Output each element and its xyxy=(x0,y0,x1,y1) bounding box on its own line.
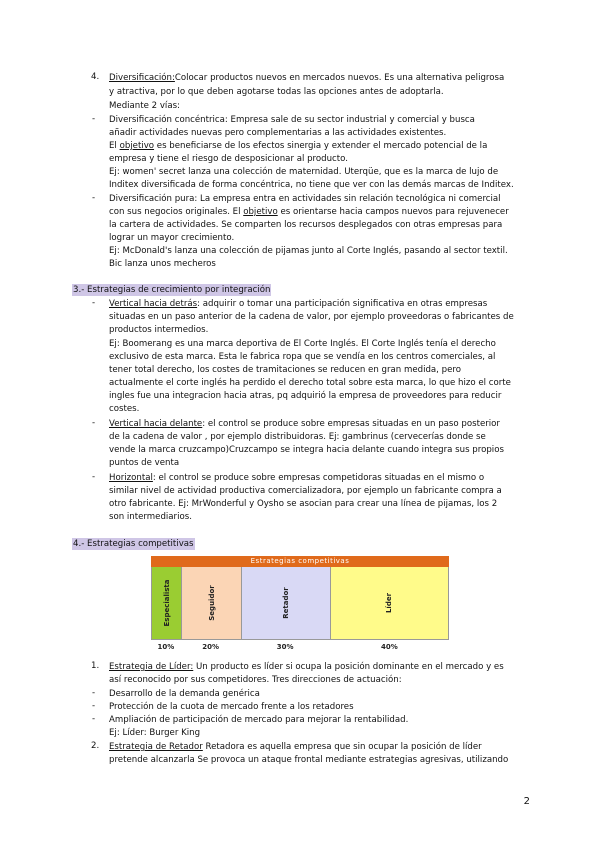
concentrica-line-3: El objetivo es beneficiarse de los efectos sinergia y extender el mercado potencial de la xyxy=(109,141,488,151)
retador-line-1: Estrategia de Retador Retadora es aquella empresa que sin ocupar la posición de líder xyxy=(109,742,482,752)
bullet-dash: - xyxy=(92,472,96,482)
chart-title: Estrategias competitivas xyxy=(151,556,449,567)
lider-title: Estrategia de Líder: xyxy=(109,662,194,672)
lider-bullet: Desarrollo de la demanda genérica xyxy=(109,689,260,699)
chart-category-label: Seguidor xyxy=(207,585,216,621)
delante-line-4: puntos de venta xyxy=(109,458,180,468)
lider-example: Ej: Líder: Burger King xyxy=(109,728,201,738)
delante-line-1: Vertical hacia delante: el control se produce sobre empresas situadas en un paso posterior xyxy=(109,419,500,429)
chart-value-labels xyxy=(151,643,449,651)
chart-segment-especialista xyxy=(152,567,182,639)
bullet-dash: - xyxy=(92,418,96,428)
bullet-dash: - xyxy=(92,714,96,724)
chart-value-label: 40% xyxy=(380,643,398,651)
pura-line-5: Ej: McDonald's lanza una colección de pijamas junto al Corte Inglés, pasando al sector textil. xyxy=(109,246,508,256)
horizontal-line-1: Horizontal: el control se produce sobre empresas competidoras situadas en el mismo o xyxy=(109,473,485,483)
chart-segment-líder xyxy=(331,567,448,639)
concentrica-line-4: empresa y tiene el riesgo de desposicionar al producto. xyxy=(109,154,348,164)
chart-category-label: Especialista xyxy=(162,579,171,627)
section-heading-4: 4.- Estrategias competitivas xyxy=(73,539,194,549)
pura-line-6: Bic lanza unos mecheros xyxy=(109,259,216,269)
pura-line-1: Diversificación pura: La empresa entra en actividades sin relación tecnológica ni comercial xyxy=(109,194,501,204)
horizontal-line-2: similar nivel de actividad productiva comercializadora, por ejemplo un fabricante compra a xyxy=(109,486,502,496)
competitive-strategies-chart xyxy=(151,556,449,651)
concentrica-line-5: Ej: women' secret lanza una colección de maternidad. Uterqüe, que es la marca de lujo de xyxy=(109,167,499,177)
page-number: 2 xyxy=(523,796,530,807)
horizontal-line-3: otro fabricante. Ej: MrWonderful y Oysho se asocian para crear una línea de pijamas, los 2 xyxy=(109,499,498,509)
chart-value-label: 30% xyxy=(276,643,294,651)
pura-line-3: la cartera de actividades. Se comparten los recursos desplegados con otras empresas para xyxy=(109,220,503,230)
bullet-dash: - xyxy=(92,114,96,124)
concentrica-line-6: Inditex diversificada de forma concéntrica, no tiene que ver con las demás marcas de Inditex. xyxy=(109,180,514,190)
retador-title: Estrategia de Retador xyxy=(109,742,203,752)
pura-line-4: lograr un mayor crecimiento. xyxy=(109,233,235,243)
bullet-dash: - xyxy=(92,193,96,203)
retador-line-2: pretende alcanzarla Se provoca un ataque frontal mediante estrategias agresivas, utilizando xyxy=(109,755,509,765)
lider-line-2: así reconocido por sus competidores. Tres direcciones de actuación: xyxy=(109,675,402,685)
chart-value-label: 20% xyxy=(202,643,219,651)
atras-line-8: ingles fue una integracion hacia atras, pq adquirió la empresa de proveedores para reducir xyxy=(109,391,502,401)
atras-line-6: tener total derecho, los costes de tramitaciones se reducen en gran medida, pero xyxy=(109,365,461,375)
list-number: 4. xyxy=(91,72,100,82)
chart-segments xyxy=(151,567,449,640)
diversificacion-line-3: Mediante 2 vías: xyxy=(109,101,180,111)
atras-line-4: Ej: Boomerang es una marca deportiva de El Corte Inglés. El Corte Inglés tenía el derecho xyxy=(109,339,496,349)
lider-line-1: Estrategia de Líder: Un producto es líder si ocupa la posición dominante en el mercado y es xyxy=(109,662,504,672)
diversificacion-title: Diversificación: xyxy=(109,73,175,83)
chart-segment-retador xyxy=(242,567,331,639)
delante-line-2: de la cadena de valor , por ejemplo distribuidoras. Ej: gambrinus (cervecerías donde se xyxy=(109,432,486,442)
atras-line-5: exclusivo de esta marca. Esta le fabrica ropa que se vendía en los centros comerciales, al xyxy=(109,352,496,362)
delante-line-3: vende la marca cruzcampo)Cruzcampo se integra hacia delante cuando integra sus propios xyxy=(109,445,504,455)
concentrica-line-1: Diversificación concéntrica: Empresa sale de su sector industrial y comercial y busca xyxy=(109,115,475,125)
atras-line-2: situadas en un paso anterior de la cadena de valor, por ejemplo proveedoras o fabricantes de xyxy=(109,312,514,322)
bullet-dash: - xyxy=(92,701,96,711)
chart-category-label: Líder xyxy=(385,592,394,614)
chart-category-label: Retador xyxy=(281,587,290,619)
pura-line-2: con sus negocios originales. El objetivo es orientarse hacia campos nuevos para rejuvenecer xyxy=(109,207,509,217)
list-number: 2. xyxy=(91,741,100,751)
section-heading-3: 3.- Estrategias de crecimiento por integración xyxy=(73,285,271,295)
atras-line-9: costes. xyxy=(109,404,140,414)
chart-value-label: 10% xyxy=(157,643,175,651)
lider-bullet: Protección de la cuota de mercado frente a los retadores xyxy=(109,702,354,712)
atras-line-3: productos intermedios. xyxy=(109,325,209,335)
chart-segment-seguidor xyxy=(182,567,242,639)
concentrica-line-2: añadir actividades nuevas pero complementarias a las actividades existentes. xyxy=(109,128,447,138)
lider-bullet: Ampliación de participación de mercado para mejorar la rentabilidad. xyxy=(109,715,409,725)
horizontal-line-4: son intermediarios. xyxy=(109,512,192,522)
bullet-dash: - xyxy=(92,688,96,698)
diversificacion-line-1: Diversificación:Colocar productos nuevos en mercados nuevos. Es una alternativa peligrosa xyxy=(109,73,505,83)
atras-line-1: Vertical hacia detrás: adquirir o tomar una participación significativa en otras empresas xyxy=(109,299,488,309)
bullet-dash: - xyxy=(92,298,96,308)
diversificacion-line-2: y atractiva, por lo que deben agotarse todas las opciones antes de adoptarla. xyxy=(109,87,444,97)
atras-line-7: actualmente el corte inglés ha perdido el derecho total sobre esta marca, lo que hizo el corte xyxy=(109,378,511,388)
list-number: 1. xyxy=(91,661,100,671)
